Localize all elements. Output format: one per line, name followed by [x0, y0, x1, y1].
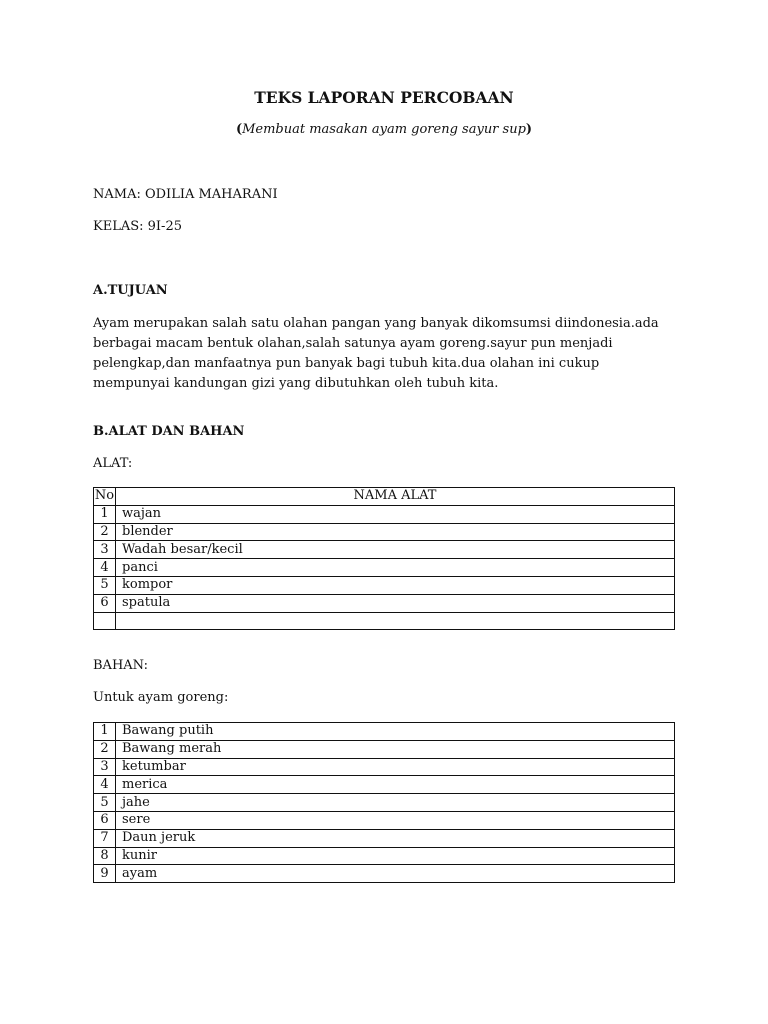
ingredient-name: Daun jeruk — [116, 829, 675, 847]
table-row — [94, 758, 675, 776]
header-tool-name: NAMA ALAT — [116, 488, 675, 506]
table-row — [94, 576, 675, 594]
subtitle-open-paren: ( — [235, 122, 243, 137]
row-number: 4 — [94, 776, 116, 794]
tool-name: spatula — [116, 594, 675, 612]
header-no: No — [94, 488, 115, 504]
tools-label: ALAT: — [93, 456, 133, 471]
table-row-empty — [94, 612, 675, 630]
row-number: 8 — [94, 847, 116, 865]
tool-name: kompor — [116, 576, 675, 594]
subtitle-text: Membuat masakan ayam goreng sayur sup — [242, 122, 526, 137]
row-number: 9 — [94, 865, 116, 883]
table-row — [94, 541, 675, 559]
row-number: 1 — [94, 505, 116, 523]
row-number: 6 — [94, 594, 116, 612]
tool-name: panci — [116, 559, 675, 577]
row-number: 4 — [94, 559, 116, 577]
tools-table — [93, 487, 675, 630]
ingredient-name: sere — [116, 811, 675, 829]
table-header-row — [94, 488, 675, 506]
ingredient-name: Bawang putih — [116, 723, 675, 741]
ingredient-name: jahe — [116, 794, 675, 812]
table-row — [94, 865, 675, 883]
row-number: 2 — [94, 740, 116, 758]
paragraph-line: mempunyai kandungan gizi yang dibutuhkan oleh tubuh kita. — [93, 376, 499, 391]
subtitle-close-paren: ) — [525, 122, 533, 137]
table-row — [94, 523, 675, 541]
table-row — [94, 829, 675, 847]
row-number: 7 — [94, 829, 116, 847]
row-number: 6 — [94, 811, 116, 829]
student-name: NAMA: ODILIA MAHARANI — [93, 187, 278, 202]
ingredient-name: Bawang merah — [116, 740, 675, 758]
ingredient-name: merica — [116, 776, 675, 794]
row-number: 2 — [94, 523, 116, 541]
section-a-heading: A.TUJUAN — [93, 283, 168, 298]
tool-name: blender — [116, 523, 675, 541]
row-number: 5 — [94, 576, 116, 594]
row-number: 3 — [94, 541, 116, 559]
table-row — [94, 723, 675, 741]
row-number — [94, 612, 116, 630]
table-row — [94, 847, 675, 865]
row-number: 3 — [94, 758, 116, 776]
section-a-paragraph — [93, 314, 683, 394]
row-number: 1 — [94, 723, 116, 741]
table-row — [94, 505, 675, 523]
paragraph-line: berbagai macam bentuk olahan,salah satunya ayam goreng.sayur pun menjadi — [93, 336, 613, 351]
table-row — [94, 776, 675, 794]
ingredient-name: kunir — [116, 847, 675, 865]
section-b-heading: B.ALAT DAN BAHAN — [93, 424, 245, 439]
paragraph-line: pelengkap,dan manfaatnya pun banyak bagi tubuh kita.dua olahan ini cukup — [93, 356, 600, 371]
ingredients-table — [93, 722, 675, 883]
tool-name: Wadah besar/kecil — [116, 541, 675, 559]
table-row — [94, 740, 675, 758]
fried-chicken-label: Untuk ayam goreng: — [93, 690, 229, 705]
ingredient-name: ketumbar — [116, 758, 675, 776]
table-row — [94, 559, 675, 577]
page-title: TEKS LAPORAN PERCOBAAN — [254, 88, 514, 107]
table-row — [94, 794, 675, 812]
tool-name — [116, 612, 675, 630]
ingredients-label: BAHAN: — [93, 658, 148, 673]
table-row — [94, 594, 675, 612]
page-subtitle — [0, 122, 768, 137]
table-row — [94, 811, 675, 829]
student-class: KELAS: 9I-25 — [93, 219, 182, 234]
ingredient-name: ayam — [116, 865, 675, 883]
row-number: 5 — [94, 794, 116, 812]
tool-name: wajan — [116, 505, 675, 523]
paragraph-line: Ayam merupakan salah satu olahan pangan yang banyak dikomsumsi diindonesia.ada — [93, 316, 659, 331]
